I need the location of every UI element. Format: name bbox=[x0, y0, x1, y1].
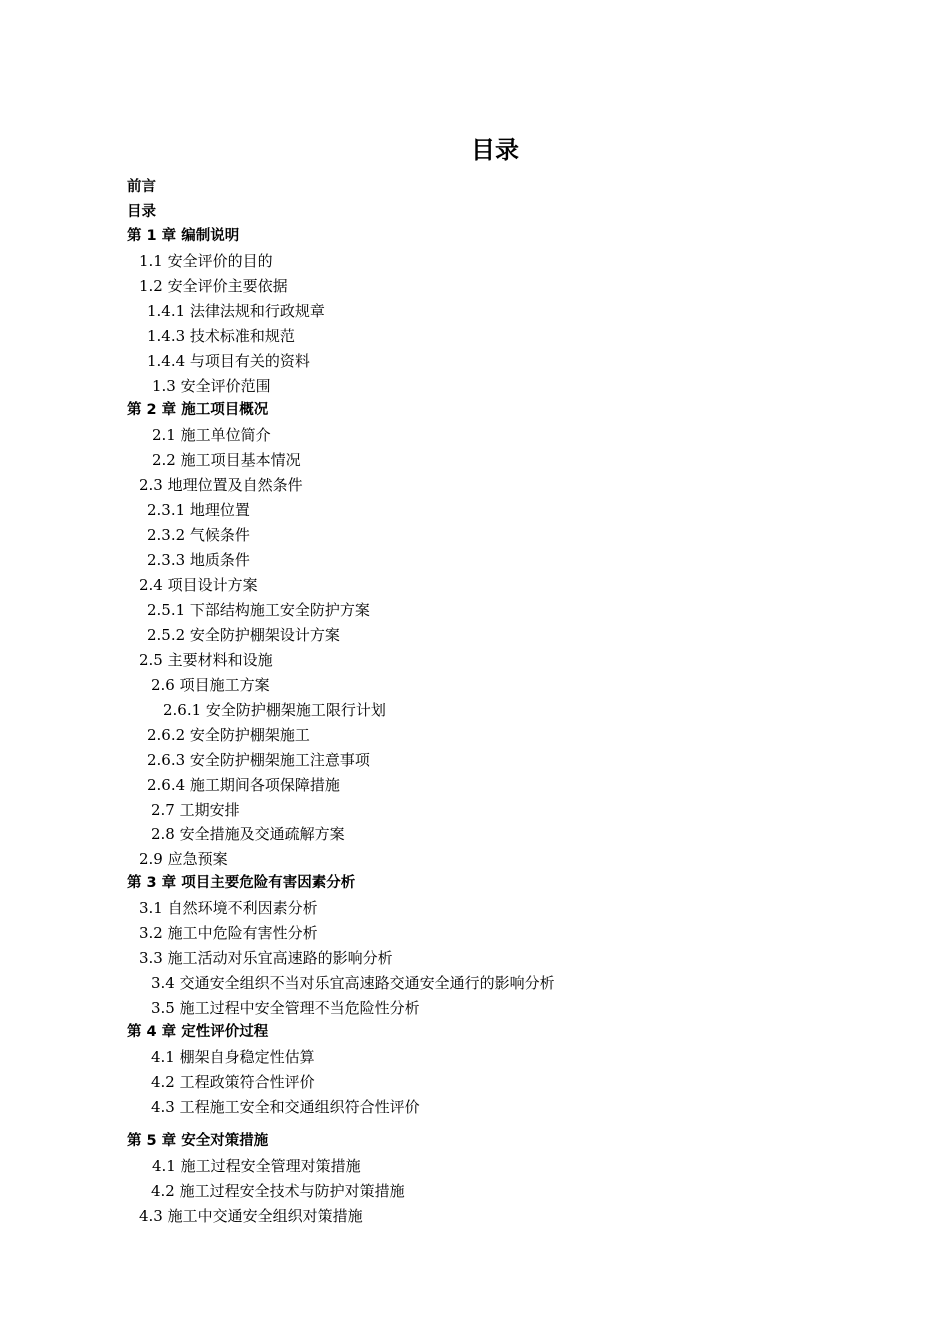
toc-entry: 2.3.2 气候条件 bbox=[147, 526, 250, 544]
toc-entry: 2.2 施工项目基本情况 bbox=[152, 451, 301, 469]
toc-entry: 2.6.1 安全防护棚架施工限行计划 bbox=[163, 701, 386, 719]
toc-chapter-5: 第 5 章 安全对策措施 bbox=[127, 1133, 269, 1149]
toc-entry: 4.2 工程政策符合性评价 bbox=[151, 1073, 315, 1091]
toc-title: 目录 bbox=[471, 136, 519, 164]
toc-entry: 2.3 地理位置及自然条件 bbox=[139, 476, 303, 494]
toc-entry: 1.3 安全评价范围 bbox=[152, 377, 271, 395]
toc-entry: 2.6.2 安全防护棚架施工 bbox=[147, 726, 310, 744]
toc-entry: 4.1 施工过程安全管理对策措施 bbox=[152, 1157, 361, 1175]
toc-entry: 2.5.2 安全防护棚架设计方案 bbox=[147, 626, 340, 644]
toc-entry: 4.3 施工中交通安全组织对策措施 bbox=[139, 1207, 363, 1225]
toc-entry: 1.4.4 与项目有关的资料 bbox=[147, 352, 310, 370]
toc-entry: 1.2 安全评价主要依据 bbox=[139, 277, 288, 295]
toc-entry: 4.2 施工过程安全技术与防护对策措施 bbox=[151, 1182, 405, 1200]
toc-entry: 2.9 应急预案 bbox=[139, 850, 228, 868]
toc-entry: 1.4.1 法律法规和行政规章 bbox=[147, 302, 325, 320]
toc-entry: 2.3.3 地质条件 bbox=[147, 551, 250, 569]
toc-entry: 2.6.3 安全防护棚架施工注意事项 bbox=[147, 751, 370, 769]
toc-chapter-2: 第 2 章 施工项目概况 bbox=[127, 402, 269, 418]
toc-entry: 2.5.1 下部结构施工安全防护方案 bbox=[147, 601, 370, 619]
toc-entry: 2.7 工期安排 bbox=[151, 801, 240, 819]
toc-entry: 1.4.3 技术标准和规范 bbox=[147, 327, 295, 345]
toc-entry: 2.5 主要材料和设施 bbox=[139, 651, 273, 669]
toc-entry: 2.4 项目设计方案 bbox=[139, 576, 258, 594]
toc-entry: 4.3 工程施工安全和交通组织符合性评价 bbox=[151, 1098, 420, 1116]
toc-entry: 4.1 棚架自身稳定性估算 bbox=[151, 1048, 315, 1066]
toc-entry: 3.4 交通安全组织不当对乐宜高速路交通安全通行的影响分析 bbox=[151, 974, 555, 992]
toc-entry: 3.1 自然环境不利因素分析 bbox=[139, 899, 318, 917]
toc-entry: 2.1 施工单位简介 bbox=[152, 426, 271, 444]
toc-chapter-1: 第 1 章 编制说明 bbox=[127, 228, 240, 244]
toc-entry: 2.6 项目施工方案 bbox=[151, 676, 270, 694]
toc-entry: 3.2 施工中危险有害性分析 bbox=[139, 924, 318, 942]
toc-entry-preface: 前言 bbox=[127, 179, 156, 195]
toc-entry: 2.6.4 施工期间各项保障措施 bbox=[147, 776, 340, 794]
toc-entry: 2.3.1 地理位置 bbox=[147, 501, 250, 519]
toc-entry: 3.5 施工过程中安全管理不当危险性分析 bbox=[151, 999, 420, 1017]
toc-entry: 2.8 安全措施及交通疏解方案 bbox=[151, 825, 345, 843]
toc-entry: 1.1 安全评价的目的 bbox=[139, 252, 273, 270]
toc-chapter-3: 第 3 章 项目主要危险有害因素分析 bbox=[127, 875, 356, 891]
toc-entry: 3.3 施工活动对乐宜高速路的影响分析 bbox=[139, 949, 393, 967]
toc-entry-contents: 目录 bbox=[127, 204, 156, 220]
toc-chapter-4: 第 4 章 定性评价过程 bbox=[127, 1024, 269, 1040]
